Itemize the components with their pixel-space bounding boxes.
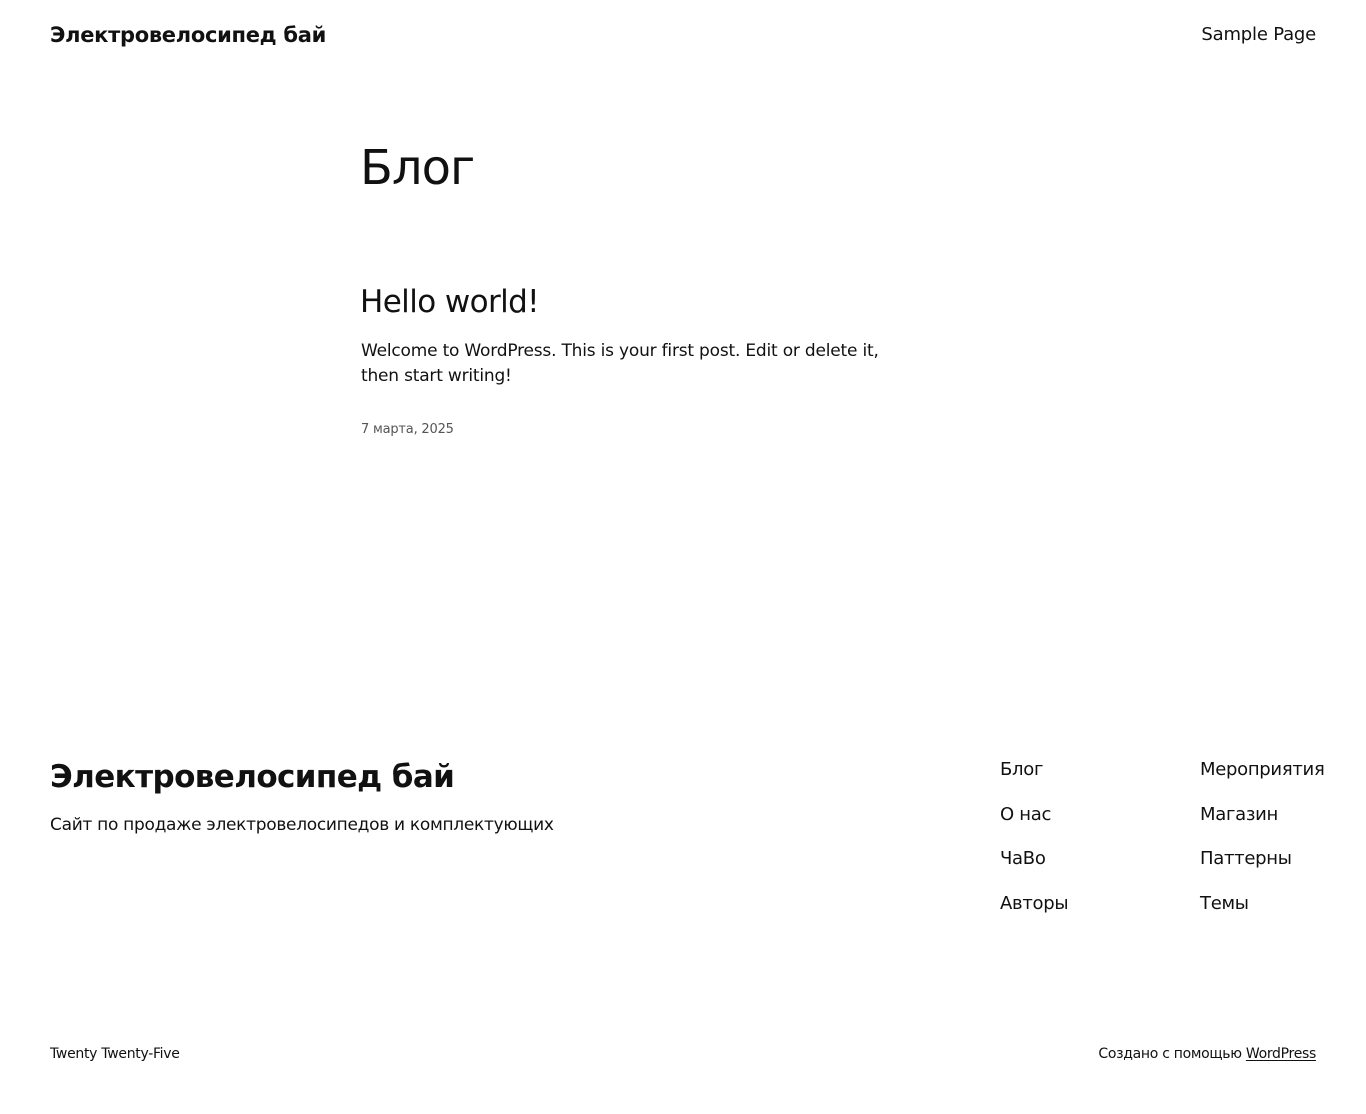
post-title [360, 281, 539, 323]
footer-link-patterns[interactable]: Паттерны [1200, 848, 1292, 869]
footer-link-about[interactable]: О нас [1000, 803, 1052, 825]
footer-nav-item [1000, 846, 1068, 891]
header-nav [1201, 22, 1316, 48]
footer-nav-item [1200, 891, 1324, 936]
footer-nav-item [1000, 802, 1068, 847]
footer-nav-item [1200, 802, 1324, 847]
nav-item-sample-page[interactable]: Sample Page [1201, 24, 1316, 45]
footer-nav-column-2 [1200, 757, 1324, 935]
footer-link-blog[interactable]: Блог [1000, 759, 1044, 780]
page-title: Блог [360, 140, 475, 196]
footer-nav-item [1000, 891, 1068, 936]
footer-credit [1098, 1044, 1316, 1064]
footer-nav-item [1000, 757, 1068, 802]
footer-link-faq[interactable]: ЧаВо [1000, 848, 1046, 869]
footer-tagline: Сайт по продаже электровелосипедов и комплектующих [50, 815, 554, 835]
footer-credit-prefix: Создано с помощью [1098, 1046, 1246, 1062]
footer-link-themes[interactable]: Темы [1200, 892, 1249, 914]
post-title-link[interactable]: Hello world! [360, 284, 540, 320]
footer-wordpress-link[interactable]: WordPress [1245, 1046, 1316, 1062]
post-date-link[interactable]: 7 марта, 2025 [361, 422, 454, 437]
footer-site-title-link[interactable]: Электровелосипед бай [50, 759, 455, 795]
footer-link-authors[interactable]: Авторы [1000, 892, 1069, 914]
footer-nav-item [1200, 846, 1324, 891]
footer-nav-column-1 [1000, 757, 1068, 935]
footer-theme-name: Twenty Twenty-Five [50, 1046, 180, 1062]
site-title-link[interactable]: Электровелосипед бай [50, 23, 326, 47]
footer-nav-item [1200, 757, 1324, 802]
footer-link-shop[interactable]: Магазин [1200, 803, 1278, 825]
post-excerpt: Welcome to WordPress. This is your first post. Edit or delete it, then start writing! [361, 341, 879, 386]
footer-link-events[interactable]: Мероприятия [1200, 759, 1325, 780]
